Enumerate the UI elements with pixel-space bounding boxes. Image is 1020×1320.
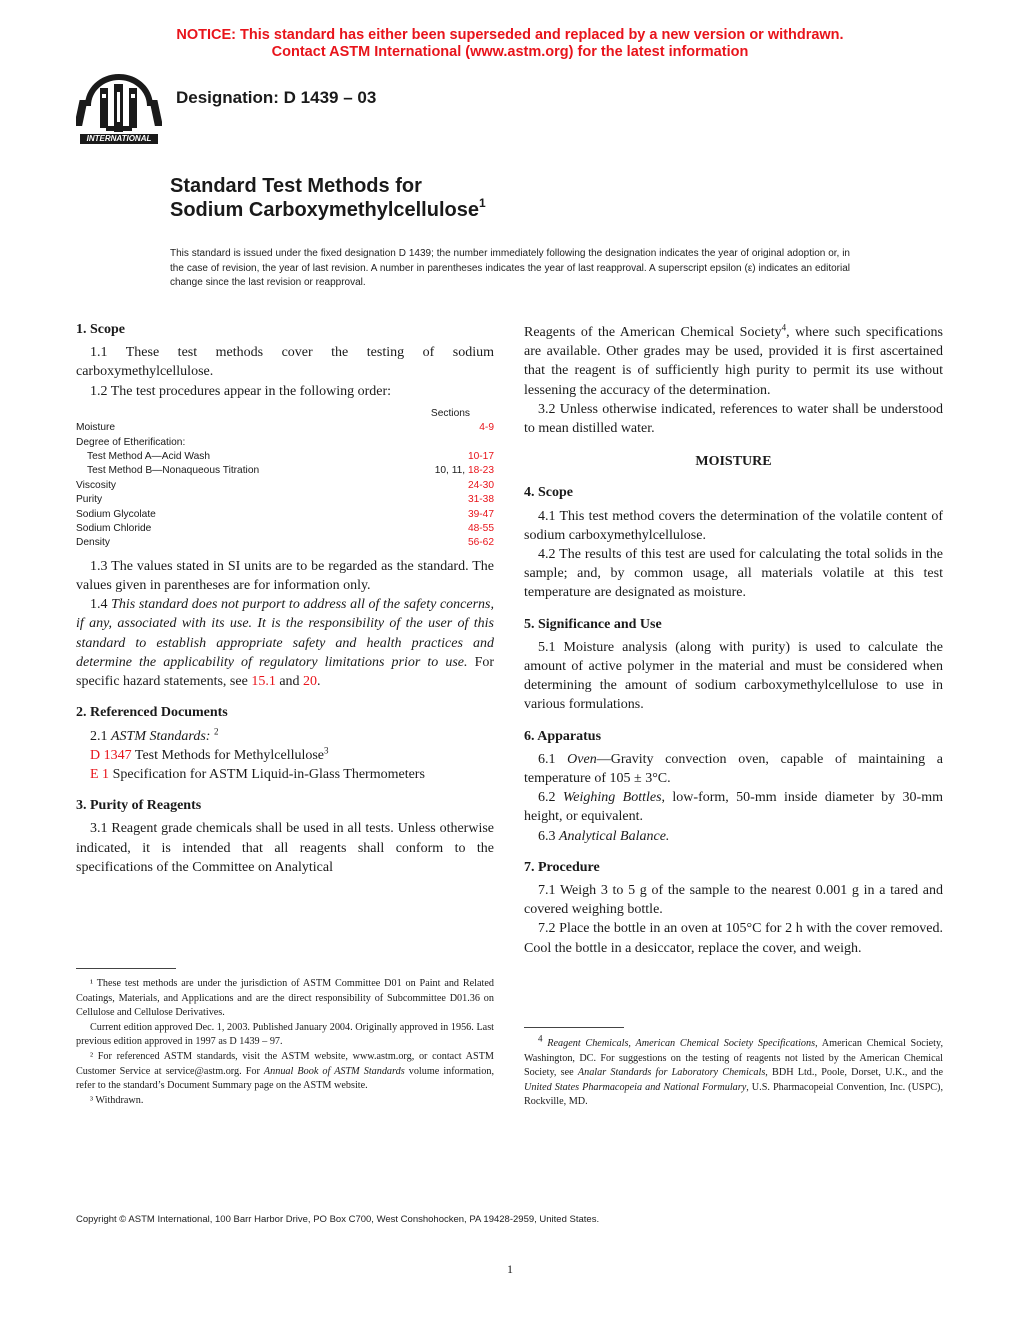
footnote-marker: 4 xyxy=(538,1033,543,1044)
section-2-heading: 2. Referenced Documents xyxy=(76,705,228,721)
footnote-rule-left xyxy=(76,968,176,969)
footnote-marker: 4 xyxy=(781,322,787,333)
referenced-doc-d1347 xyxy=(76,746,494,765)
title-text: Sodium Carboxymethylcellulose xyxy=(170,199,479,221)
right-column xyxy=(524,323,943,958)
para-number: 2.1 xyxy=(90,728,108,744)
footnote-text: , American Chemical Society, Washington, DC. For suggestions on the testing of reagents not listed by the American Chemical Society, see xyxy=(524,1038,943,1079)
toc-row xyxy=(76,450,494,464)
para-4-2: 4.2 The results of this test are used for calculating the total solids in the sample; and, by common usage, all materials volatile at this test temperature are designated as moisture. xyxy=(524,547,943,601)
para-number: 1.4 xyxy=(90,597,108,613)
para-7-2: 7.2 Place the bottle in an oven at 105°C for 2 h with the cover removed. Cool the bottle in a desiccator, replace the cover, and weigh. xyxy=(524,921,943,956)
section-1-heading: 1. Scope xyxy=(76,322,125,337)
safety-statement: This standard does not purport to address all of the safety concerns, if any, associated with its use. It is the responsibility of the user of this standard to establish appropriate safety and health practices and determine the applicability of regulatory limitations prior to use. xyxy=(76,597,495,670)
designation: Designation: D 1439 – 03 xyxy=(176,88,377,107)
para-5-1: 5.1 Moisture analysis (along with purity) is used to calculate the amount of active polymer in the material and must be considered when determining the amount of sodium carboxymethylcellulose to use in various formulations. xyxy=(524,639,943,713)
toc-link[interactable]: 48-55 xyxy=(467,523,494,535)
ref-link-20[interactable]: 20 xyxy=(303,674,318,690)
para-number: 6.2 xyxy=(538,790,556,806)
toc-row xyxy=(76,479,494,493)
moisture-heading: MOISTURE xyxy=(695,454,772,470)
para-text: For specific hazard statements, see xyxy=(76,654,495,690)
copyright: Copyright © ASTM International, 100 Barr Harbor Drive, PO Box C700, West Conshohocken, PA 19428-2959, United States. xyxy=(76,1214,600,1225)
section-3-heading: 3. Purity of Reagents xyxy=(76,798,202,814)
footnote-1-b: Current edition approved Dec. 1, 2003. Published January 2004. Originally approved in 1956. Last previous edition approved in 1997 as D 1439 – 97. xyxy=(76,1021,494,1048)
para-4-1: 4.1 This test method covers the determination of the volatile content of sodium carboxymethylcellulose. xyxy=(524,508,943,543)
footnote-1: ¹ These test methods are under the jurisdiction of ASTM Committee D01 on Paint and Related Coatings, Materials, and Applications and are the direct responsibility of Subcommittee D01.36 on Cellulose and Cellulose Derivatives. xyxy=(76,978,494,1019)
toc-row xyxy=(76,493,494,507)
toc-label: Viscosity xyxy=(76,479,117,491)
footnote-italic: Reagent Chemicals, American Chemical Society Specifications xyxy=(547,1038,816,1049)
para-text: —Gravity convection oven, capable of maintaining a temperature of 105 ± 3°C. xyxy=(524,751,943,787)
footnote-4 xyxy=(524,1033,944,1110)
para-number: 6.1 xyxy=(538,751,556,767)
ref-title: Test Methods for Methylcellulose xyxy=(134,747,325,763)
right-footnotes xyxy=(524,1033,944,1110)
toc-link[interactable]: 4-9 xyxy=(479,422,494,434)
footnote-italic: Analar Standards for Laboratory Chemicals xyxy=(577,1067,766,1079)
toc-link[interactable]: 31-38 xyxy=(467,494,494,506)
para-7-1: 7.1 Weigh 3 to 5 g of the sample to the nearest 0.001 g in a tared and covered weighing bottle. xyxy=(524,883,943,918)
ref-link-e1[interactable]: E 1 xyxy=(90,766,110,782)
left-column xyxy=(76,320,494,877)
designation-note: This standard is issued under the fixed designation D 1439; the number immediately following the designation indicates the year of original adoption or, in the case of revision, the year of last revision. A number in parentheses indicates the year of last reapproval. A superscript epsilon (ε) indicates an editorial change since the last revision or reapproval. xyxy=(170,248,850,289)
toc-row xyxy=(76,536,494,550)
para-6-2 xyxy=(524,788,943,826)
para-text: and xyxy=(279,674,300,690)
footnote-text: , BDH Ltd., Poole, Dorset, U.K., and the xyxy=(765,1067,944,1079)
para-3-1-continued xyxy=(524,323,943,400)
toc-label: Degree of Etherification: xyxy=(76,436,186,448)
toc-row xyxy=(76,522,494,536)
astm-logo xyxy=(76,70,162,150)
section-6-heading: 6. Apparatus xyxy=(524,728,602,744)
para-text: , low-form, 50-mm inside diameter by 30-mm height, or equivalent. xyxy=(524,790,943,825)
ref-title: Specification for ASTM Liquid-in-Glass Thermometers xyxy=(112,766,425,782)
toc-label: Test Method B—Nonaqueous Titration xyxy=(87,465,260,477)
para-text: , where such specifications are available. Other grades may be used, provided it is first ascertained that the reagent is of sufficiently high purity to permit its use without lessening the accuracy of the determination. xyxy=(524,325,943,398)
para-3-1: 3.1 Reagent grade chemicals shall be used in all tests. Unless otherwise indicated, it is intended that all reagents shall conform to the specifications of the Committee on Analytical xyxy=(76,821,494,875)
para-1-3: 1.3 The values stated in SI units are to be regarded as the standard. The values given in parentheses are for information only. xyxy=(76,558,494,594)
term: Weighing Bottles xyxy=(562,790,662,806)
notice-banner xyxy=(0,27,1020,61)
para-number: 6.3 xyxy=(538,828,556,844)
toc-link[interactable]: 18-23 xyxy=(467,465,494,477)
footnote-text: , U.S. Pharmacopeial Convention, Inc. (USPC), Rockville, MD. xyxy=(524,1081,943,1108)
toc-row xyxy=(76,421,494,435)
title-line-1: Standard Test Methods for xyxy=(170,175,422,197)
toc-link[interactable]: 10-17 xyxy=(467,451,494,463)
notice-line-1: NOTICE: This standard has either been superseded and replaced by a new version or withdrawn. xyxy=(176,27,844,43)
toc-row xyxy=(76,464,494,478)
para-text: Reagents of the American Chemical Society xyxy=(524,325,782,340)
left-footnotes xyxy=(76,977,494,1108)
section-5-heading: 5. Significance and Use xyxy=(524,616,662,632)
toc-label: Test Method A—Acid Wash xyxy=(87,451,211,463)
toc-label: Sodium Chloride xyxy=(76,523,152,535)
term: Oven xyxy=(567,751,597,767)
toc-row xyxy=(76,508,494,522)
sections-table xyxy=(76,407,494,551)
footnote-marker: 2 xyxy=(213,725,219,736)
referenced-doc-e1 xyxy=(76,765,494,784)
footnote-marker: 3 xyxy=(324,745,329,756)
toc-prefix: 10, 11, xyxy=(434,465,468,477)
footnote-3: ³ Withdrawn. xyxy=(90,1094,144,1106)
title-footnote-marker: 1 xyxy=(478,196,486,210)
toc-link[interactable]: 24-30 xyxy=(467,479,494,491)
toc-link[interactable]: 56-62 xyxy=(467,537,494,549)
term: Analytical Balance. xyxy=(559,828,670,844)
para-6-1 xyxy=(524,750,943,788)
toc-label: Sodium Glycolate xyxy=(76,508,156,520)
astm-standards-label: ASTM Standards: xyxy=(111,728,211,744)
page-number: 1 xyxy=(507,1262,513,1276)
para-2-1 xyxy=(76,727,494,746)
footnote-text: ² For referenced ASTM standards, visit the ASTM website, www.astm.org, or contact ASTM Customer Service at service@astm.org. For xyxy=(76,1050,494,1077)
section-4-heading: 4. Scope xyxy=(524,485,573,501)
para-3-2: 3.2 Unless otherwise indicated, references to water shall be understood to mean distilled water. xyxy=(524,401,943,437)
document-title xyxy=(170,174,486,222)
para-1-1: 1.1 These test methods cover the testing of sodium carboxymethylcellulose. xyxy=(76,345,494,380)
footnote-italic: Annual Book of ASTM Standards xyxy=(263,1065,405,1077)
toc-label: Density xyxy=(76,537,110,549)
title-line-2 xyxy=(170,198,486,222)
toc-header: Sections xyxy=(430,407,470,419)
footnote-rule-right xyxy=(524,1027,624,1028)
toc-link[interactable]: 39-47 xyxy=(467,508,494,520)
toc-label: Moisture xyxy=(76,422,116,434)
footnote-italic: United States Pharmacopeia and National Formulary xyxy=(524,1081,747,1093)
para-6-3 xyxy=(524,827,943,846)
ref-link-d1347[interactable]: D 1347 xyxy=(90,747,132,763)
section-7-heading: 7. Procedure xyxy=(524,859,600,875)
para-1-4: 1.4 This standard does not purport to address all of the safety concerns, if any, associated with its use. It is the responsibility of the user of this standard to establish appropriate safety and health practices and determine the applicability of regulatory limitations prior to use. For specific hazard statements, see 15.1 and 20. xyxy=(76,597,495,690)
notice-line-2: Contact ASTM International (www.astm.org) for the latest information xyxy=(271,44,749,60)
ref-link-15-1[interactable]: 15.1 xyxy=(251,674,276,690)
logo-caption: INTERNATIONAL xyxy=(86,134,152,143)
footnote-text: volume information, refer to the standard’s Document Summary page on the ASTM website. xyxy=(76,1065,494,1092)
para-1-2: 1.2 The test procedures appear in the following order: xyxy=(90,383,392,399)
toc-row xyxy=(76,436,494,450)
footnote-2 xyxy=(76,1050,494,1094)
toc-label: Purity xyxy=(76,494,103,506)
